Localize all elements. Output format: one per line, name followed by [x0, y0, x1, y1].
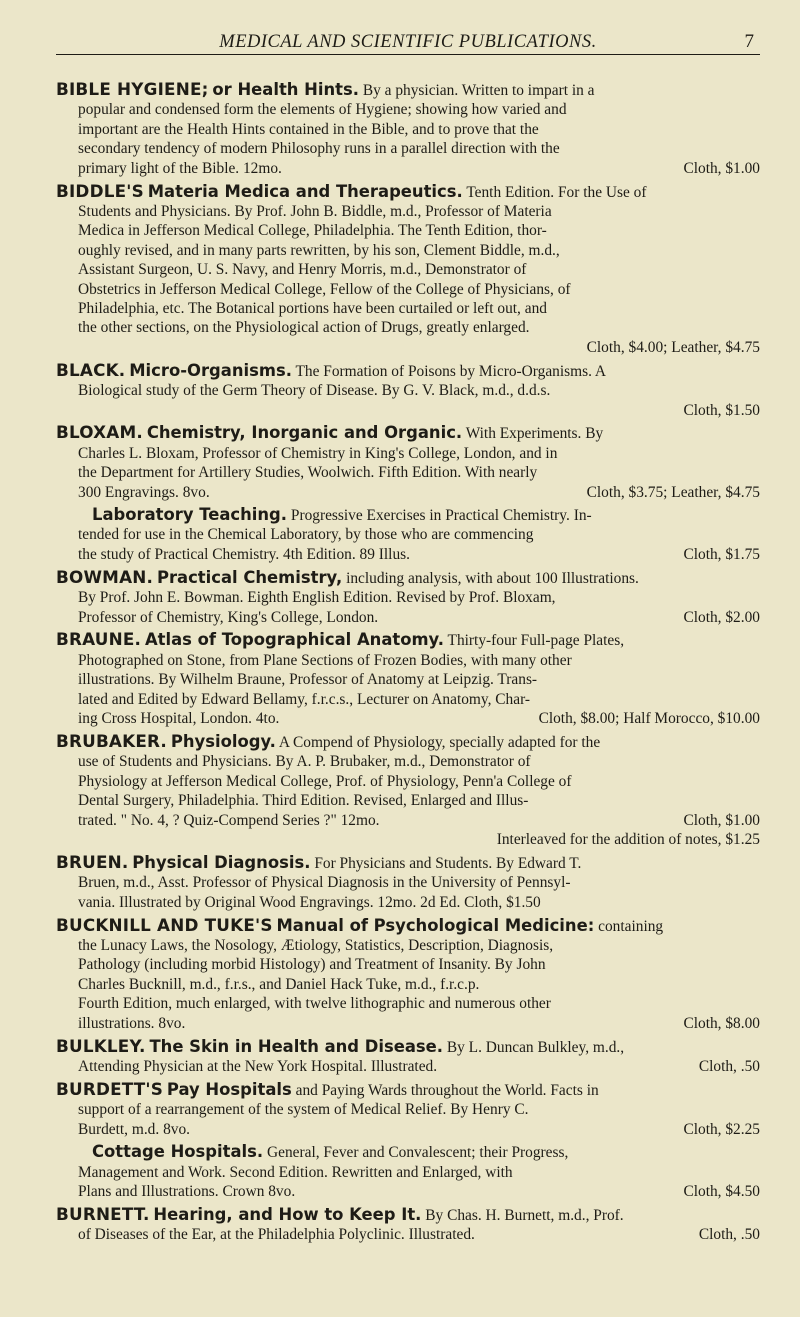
- entry-text: of Diseases of the Ear, at the Philadelphia Polyclinic. Illustrated.: [78, 1226, 475, 1244]
- entry-last-line: [56, 1225, 760, 1244]
- entry-price: Cloth, $1.50: [683, 401, 760, 419]
- entry-text: oughly revised, and in many parts rewritten, by his son, Clement Biddle, m.d.,: [78, 241, 560, 259]
- entry-text: primary light of the Bible. 12mo.: [78, 159, 282, 177]
- entry-text: including analysis, with about 100 Illustrations.: [346, 569, 639, 587]
- entry-bloxam: [56, 423, 760, 564]
- entry-text: The Formation of Poisons by Micro-Organisms. A: [295, 362, 607, 380]
- entry-author: BRUBAKER.: [56, 731, 167, 751]
- entry-bowman: [56, 568, 760, 627]
- entry-last-line: [56, 811, 760, 830]
- entry-last-line: [56, 1057, 760, 1076]
- entry-text: tended for use in the Chemical Laboratory, by those who are commencing: [78, 526, 534, 544]
- entry-title: or Health Hints.: [212, 80, 359, 99]
- entry-text: the other sections, on the Physiological action of Drugs, greatly enlarged.: [78, 319, 530, 337]
- entry-title: Materia Medica and Therapeutics.: [147, 181, 463, 201]
- entry-author: BLOXAM.: [56, 422, 143, 443]
- entry-text: Management and Work. Second Edition. Rewritten and Enlarged, with: [78, 1163, 513, 1181]
- entry-text: Medica in Jefferson Medical College, Philadelphia. The Tenth Edition, thor-: [78, 222, 547, 240]
- entry-bulkley: [56, 1037, 760, 1077]
- entry-title: Manual of Psychological Medicine:: [276, 915, 595, 935]
- entry-first-line: [56, 630, 760, 650]
- entry-first-line: [56, 568, 760, 588]
- sub-entry-title: Laboratory Teaching.: [92, 505, 288, 525]
- entry-author: BIBLE HYGIENE;: [56, 79, 209, 99]
- entry-text: Fourth Edition, much enlarged, with twelve lithographic and numerous other: [78, 995, 551, 1013]
- sub-entry-title: Cottage Hospitals.: [92, 1142, 264, 1162]
- entry-text: Pathology (including morbid Histology) and Treatment of Insanity. By John: [78, 956, 546, 974]
- entry-text: containing: [598, 917, 664, 935]
- entry-last-line: [56, 1120, 760, 1139]
- entry-text: 300 Engravings. 8vo.: [78, 483, 210, 501]
- entry-author: BRAUNE.: [56, 629, 142, 650]
- entry-text: Philadelphia, etc. The Botanical portions have been curtailed or left out, and: [78, 299, 547, 317]
- entry-title: Physiology.: [170, 732, 276, 751]
- entry-burdett: [56, 1080, 760, 1201]
- entry-last-line: [56, 1014, 760, 1033]
- entry-black: [56, 361, 760, 420]
- entry-price: Cloth, .50: [698, 1058, 760, 1075]
- entry-title: Chemistry, Inorganic and Organic.: [146, 423, 463, 443]
- entry-text: trated. " No. 4, ? Quiz-Compend Series ?" 12mo.: [78, 811, 380, 829]
- entry-first-line: [56, 1037, 760, 1057]
- entry-text: vania. Illustrated by Original Wood Engravings. 12mo. 2d Ed. Cloth, $1.50: [78, 893, 541, 911]
- entry-text: lated and Edited by Edward Bellamy, f.r.c.s., Lecturer on Anatomy, Char-: [78, 690, 531, 708]
- entry-price: Cloth, $8.00; Half Morocco, $10.00: [538, 710, 760, 728]
- entry-first-line: [56, 182, 760, 202]
- entry-text: Progressive Exercises in Practical Chemistry. In-: [290, 507, 592, 525]
- entry-price: Cloth, $2.25: [683, 1120, 760, 1138]
- entry-author: BURNETT.: [56, 1203, 150, 1224]
- entry-price: Cloth, $3.75; Leather, $4.75: [586, 483, 760, 501]
- entry-last-line: [56, 159, 760, 178]
- entry-text: ing Cross Hospital, London. 4to.: [78, 710, 280, 728]
- entry-price: Cloth, $4.50: [683, 1182, 760, 1200]
- entry-text: With Experiments. By: [465, 425, 604, 443]
- entry-last-line: [56, 483, 760, 502]
- entry-text: Obstetrics in Jefferson Medical College, Fellow of the College of Physicians, of: [78, 280, 571, 298]
- entry-text: and Paying Wards throughout the World. Facts in: [295, 1081, 599, 1099]
- entry-price: Cloth, $2.00: [683, 608, 760, 626]
- entry-text: Burdett, m.d. 8vo.: [78, 1120, 191, 1138]
- entry-text: By Chas. H. Burnett, m.d., Prof.: [425, 1206, 624, 1224]
- entry-title: Practical Chemistry,: [156, 567, 343, 587]
- entry-bucknill-tuke: [56, 916, 760, 1033]
- entry-author: BRUEN.: [56, 851, 129, 872]
- entry-last-line: [56, 709, 760, 728]
- entry-text: By Prof. John E. Bowman. Eighth English Edition. Revised by Prof. Bloxam,: [78, 589, 556, 607]
- entry-price: Cloth, $1.00: [683, 159, 760, 177]
- entry-author: BULKLEY.: [56, 1035, 146, 1056]
- header-rule: [56, 54, 760, 55]
- entry-text: Photographed on Stone, from Plane Sections of Frozen Bodies, with many other: [78, 651, 572, 669]
- entry-braune: [56, 630, 760, 728]
- entry-price: Cloth, .50: [698, 1226, 760, 1244]
- entry-text: Tenth Edition. For the Use of: [466, 183, 647, 201]
- entry-price: Cloth, $1.00: [683, 811, 760, 829]
- catalog-entries: [56, 56, 760, 1245]
- entry-first-line: [56, 1080, 760, 1100]
- entry-text: By L. Duncan Bulkley, m.d.,: [446, 1038, 625, 1056]
- entry-text: Assistant Surgeon, U. S. Navy, and Henry Morris, m.d., Demonstrator of: [78, 261, 527, 279]
- entry-text: support of a rearrangement of the system of Medical Relief. By Henry C.: [78, 1101, 529, 1119]
- entry-author: BUCKNILL AND TUKE'S: [56, 914, 273, 935]
- entry-text: the Lunacy Laws, the Nosology, Ætiology, Statistics, Description, Diagnosis,: [78, 937, 554, 955]
- entry-price: Cloth, $1.75: [683, 545, 760, 563]
- entry-first-line: [56, 1205, 760, 1225]
- entry-text: illustrations. 8vo.: [78, 1014, 186, 1032]
- running-header: [56, 0, 760, 56]
- entry-text: the Department for Artillery Studies, Woolwich. Fifth Edition. With nearly: [78, 464, 538, 482]
- page-number: 7: [744, 31, 754, 52]
- entry-author: BIDDLE'S: [56, 180, 144, 201]
- entry-title: Micro-Organisms.: [129, 360, 292, 380]
- sub-entry-first-line: [56, 1142, 760, 1162]
- entry-text: illustrations. By Wilhelm Braune, Professor of Anatomy at Leipzig. Trans-: [78, 671, 538, 689]
- entry-text: secondary tendency of modern Philosophy runs in a parallel direction with the: [78, 140, 560, 158]
- sub-entry-last-line: [56, 545, 760, 564]
- entry-text: popular and condensed form the elements of Hygiene; showing how varied and: [78, 101, 567, 119]
- entry-text: Students and Physicians. By Prof. John B. Biddle, m.d., Professor of Materia: [78, 202, 552, 220]
- entry-text: the study of Practical Chemistry. 4th Edition. 89 Illus.: [78, 545, 410, 563]
- entry-text: Thirty-four Full-page Plates,: [447, 632, 625, 650]
- entry-author: BOWMAN.: [56, 566, 154, 587]
- entry-title: Atlas of Topographical Anatomy.: [144, 630, 444, 650]
- entry-text: Physiology at Jefferson Medical College, Prof. of Physiology, Penn'a College of: [78, 772, 572, 790]
- entry-first-line: [56, 80, 760, 100]
- entry-text: Dental Surgery, Philadelphia. Third Edition. Revised, Enlarged and Illus-: [78, 792, 529, 810]
- entry-text: A Compend of Physiology, specially adapted for the: [278, 734, 601, 751]
- running-title: MEDICAL AND SCIENTIFIC PUBLICATIONS.: [219, 32, 597, 52]
- entry-first-line: [56, 423, 760, 443]
- entry-bruen: [56, 853, 760, 912]
- entry-biddle: [56, 182, 760, 358]
- entry-text: Plans and Illustrations. Crown 8vo.: [78, 1182, 296, 1200]
- entry-price: Cloth, $4.00; Leather, $4.75: [586, 338, 760, 356]
- entry-price: Cloth, $8.00: [683, 1014, 760, 1032]
- entry-burnett: [56, 1205, 760, 1245]
- entry-first-line: [56, 916, 760, 936]
- entry-text: Bruen, m.d., Asst. Professor of Physical Diagnosis in the University of Pennsyl-: [78, 874, 571, 892]
- entry-brubaker: [56, 732, 760, 849]
- sub-entry-last-line: [56, 1182, 760, 1201]
- entry-text: important are the Health Hints contained in the Bible, and to prove that the: [78, 120, 539, 138]
- entry-text: For Physicians and Students. By Edward T.: [314, 854, 582, 872]
- entry-text: Attending Physician at the New York Hospital. Illustrated.: [78, 1058, 438, 1075]
- entry-first-line: [56, 853, 760, 873]
- entry-text: Charles Bucknill, m.d., f.r.s., and Daniel Hack Tuke, m.d., f.r.c.p.: [78, 975, 480, 993]
- entry-author: BLACK.: [56, 359, 126, 380]
- entry-author: BURDETT'S: [56, 1078, 164, 1099]
- entry-text: Professor of Chemistry, King's College, London.: [78, 608, 379, 626]
- entry-text: use of Students and Physicians. By A. P. Brubaker, m.d., Demonstrator of: [78, 753, 531, 771]
- entry-bible-hygiene: [56, 80, 760, 178]
- entry-title: Physical Diagnosis.: [132, 852, 311, 872]
- entry-first-line: [56, 732, 760, 752]
- entry-text: General, Fever and Convalescent; their Progress,: [267, 1144, 569, 1162]
- entry-text: Interleaved for the addition of notes, $1.25: [496, 831, 760, 849]
- entry-title: Pay Hospitals: [166, 1079, 292, 1099]
- sub-entry-first-line: [56, 505, 760, 525]
- entry-text: By a physician. Written to impart in a: [362, 82, 595, 99]
- entry-first-line: [56, 361, 760, 381]
- entry-title: Hearing, and How to Keep It.: [153, 1204, 422, 1224]
- entry-text: Charles L. Bloxam, Professor of Chemistry in King's College, London, and in: [78, 444, 558, 462]
- entry-title: The Skin in Health and Disease.: [149, 1036, 443, 1056]
- entry-last-line: [56, 608, 760, 627]
- entry-text: Biological study of the Germ Theory of Disease. By G. V. Black, m.d., d.d.s.: [78, 382, 551, 400]
